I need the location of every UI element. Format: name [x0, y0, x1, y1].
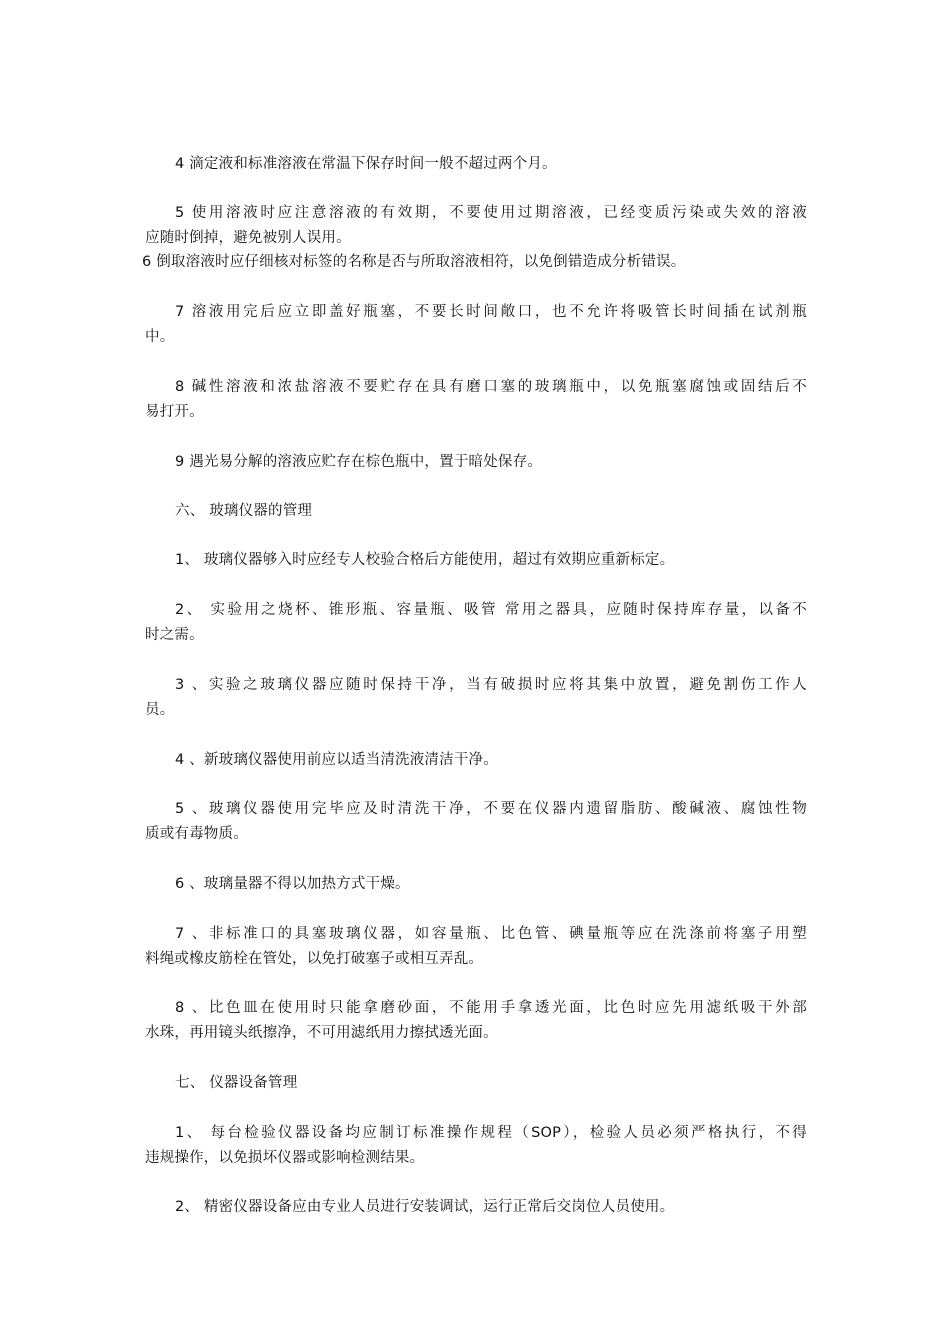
- paragraph-text: 应随时倒掉，避免被别人误用。: [145, 230, 351, 246]
- paragraph-glass-2: [145, 598, 807, 648]
- paragraph-text: 质或有毒物质。: [145, 826, 248, 842]
- paragraph-solution-4: [145, 152, 807, 177]
- paragraph-text: 时之需。: [145, 627, 204, 643]
- paragraph-text: 易打开。: [145, 404, 204, 420]
- paragraph-equipment-2: [145, 1195, 807, 1220]
- paragraph-equipment-1: [145, 1121, 807, 1171]
- paragraph-text: 料绳或橡皮筋栓在管处，以免打破塞子或相互弄乱。: [145, 951, 484, 967]
- heading-text: 六、 玻璃仪器的管理: [175, 503, 313, 519]
- paragraph-glass-7: [145, 922, 807, 972]
- paragraph-glass-5: [145, 797, 807, 847]
- paragraph-text: 7 溶液用完后应立即盖好瓶塞，不要长时间敞口，也不允许将吸管长时间插在试剂瓶: [175, 304, 807, 320]
- paragraph-solution-5: [145, 201, 807, 251]
- paragraph-text: 违规操作，以免损坏仪器或影响检测结果。: [145, 1150, 425, 1166]
- paragraph-text: 9 遇光易分解的溶液应贮存在棕色瓶中，置于暗处保存。: [175, 454, 543, 470]
- paragraph-text: 5 、玻璃仪器使用完毕应及时清洗干净，不要在仪器内遗留脂肪、酸碱液、腐蚀性物: [175, 801, 807, 817]
- document-page: [142, 0, 807, 1344]
- paragraph-text: 5 使用溶液时应注意溶液的有效期，不要使用过期溶液，已经变质污染或失效的溶液: [175, 205, 807, 221]
- paragraph-solution-8: [145, 375, 807, 425]
- paragraph-text: 3 、实验之玻璃仪器应随时保持干净，当有破损时应将其集中放置，避免割伤工作人: [175, 677, 807, 693]
- paragraph-text: 中。: [145, 329, 175, 345]
- paragraph-text: 7 、非标准口的具塞玻璃仪器，如容量瓶、比色管、碘量瓶等应在洗涤前将塞子用塑: [175, 926, 807, 942]
- section-heading-equipment: [145, 1071, 807, 1096]
- paragraph-text: 6 倒取溶液时应仔细核对标签的名称是否与所取溶液相符，以免倒错造成分析错误。: [142, 254, 686, 270]
- paragraph-solution-7: [145, 300, 807, 350]
- paragraph-solution-9: [145, 450, 807, 475]
- paragraph-glass-6: [145, 872, 807, 897]
- paragraph-text: 1、 每台检验仪器设备均应制订标准操作规程（SOP），检验人员必须严格执行，不得: [175, 1125, 807, 1141]
- paragraph-text: 4 滴定液和标准溶液在常温下保存时间一般不超过两个月。: [175, 156, 557, 172]
- section-heading-glassware: [145, 499, 807, 524]
- heading-text: 七、 仪器设备管理: [175, 1075, 298, 1091]
- paragraph-text: 2、 精密仪器设备应由专业人员进行安装调试，运行正常后交岗位人员使用。: [175, 1199, 675, 1215]
- paragraph-glass-4: [145, 748, 807, 773]
- paragraph-glass-8: [145, 996, 807, 1046]
- paragraph-solution-6: [142, 250, 804, 275]
- paragraph-text: 1、 玻璃仪器够入时应经专人校验合格后方能使用，超过有效期应重新标定。: [175, 552, 675, 568]
- paragraph-text: 2、 实验用之烧杯、锥形瓶、容量瓶、吸管 常用之器具，应随时保持库存量，以备不: [175, 602, 807, 618]
- paragraph-text: 6 、玻璃量器不得以加热方式干燥。: [175, 876, 410, 892]
- paragraph-glass-3: [145, 673, 807, 723]
- paragraph-text: 水珠，再用镜头纸擦净，不可用滤纸用力擦拭透光面。: [145, 1025, 498, 1041]
- paragraph-text: 8 碱性溶液和浓盐溶液不要贮存在具有磨口塞的玻璃瓶中，以免瓶塞腐蚀或固结后不: [175, 379, 807, 395]
- paragraph-text: 员。: [145, 702, 175, 718]
- paragraph-text: 4 、新玻璃仪器使用前应以适当清洗液清洁干净。: [175, 752, 498, 768]
- paragraph-text: 8 、比色皿在使用时只能拿磨砂面，不能用手拿透光面，比色时应先用滤纸吸干外部: [175, 1000, 807, 1016]
- paragraph-glass-1: [145, 548, 807, 573]
